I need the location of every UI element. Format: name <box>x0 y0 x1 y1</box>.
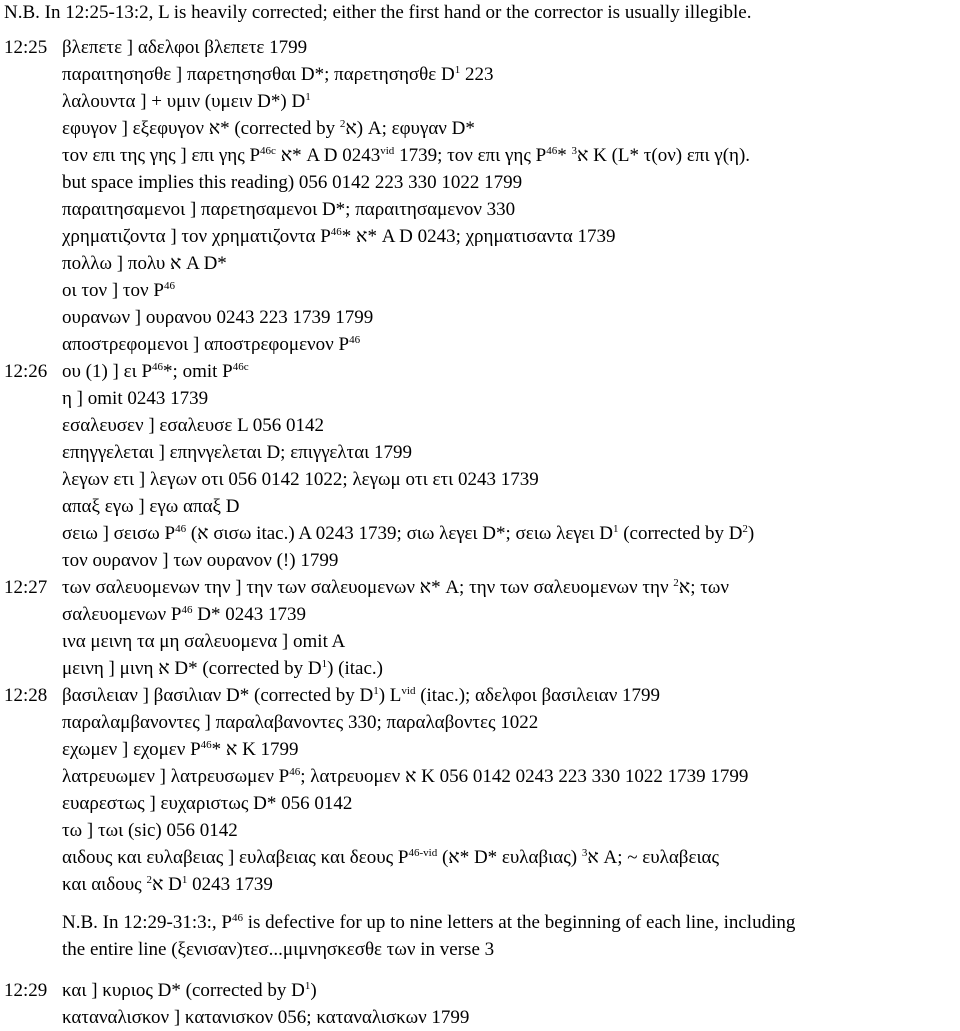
line-text <box>62 413 960 439</box>
apparatus-line <box>0 791 960 817</box>
apparatus-line <box>0 872 960 898</box>
text-segment: και ] κυριος D* (corrected by D <box>62 980 305 1001</box>
verse-line-12-29 <box>0 978 960 1004</box>
line-text <box>62 602 960 628</box>
text-segment: ) <box>310 980 317 1001</box>
apparatus-line <box>0 937 960 963</box>
apparatus-line <box>0 845 960 871</box>
text-segment: χρηματιζοντα ] τον χρηματιζοντα P <box>62 226 331 247</box>
text-segment: καταναλισκον ] κατανισκον 056; καταναλισκων 1799 <box>62 1007 470 1028</box>
apparatus-line <box>0 440 960 466</box>
text-segment: βλεπετε ] αδελφοι βλεπετε 1799 <box>62 37 308 58</box>
apparatus-line <box>0 467 960 493</box>
line-text <box>62 359 960 385</box>
text-segment: ; των <box>690 577 729 598</box>
apparatus-line <box>0 89 960 115</box>
text-segment: D* 0243 1739 <box>192 604 306 625</box>
text-segment: ) A; εφυγαν D* <box>356 118 475 139</box>
superscript-siglum: 46 <box>175 523 187 535</box>
apparatus-line <box>0 413 960 439</box>
text-segment: (א* D* ευλαβιας) א <box>437 847 599 868</box>
text-segment: the entire line (ξενισαν)τεσ...μιμνησκεσθε των in verse 3 <box>62 939 495 960</box>
line-text <box>62 305 960 331</box>
text-segment: א* A D 0243 <box>275 145 381 166</box>
line-text <box>62 978 960 1004</box>
verse-reference: 12:29 <box>4 980 48 1001</box>
superscript-siglum: 2 <box>673 577 679 589</box>
superscript-siglum: 2 <box>339 118 346 130</box>
text-segment: μεινη ] μινη א D* (corrected by D <box>62 658 322 679</box>
apparatus-line <box>0 0 960 26</box>
text-segment: λατρευωμεν ] λατρευσωμεν P <box>62 766 290 787</box>
line-text <box>62 170 960 196</box>
text-segment: αποστρεφομενοι ] αποστρεφομενον P <box>62 334 350 355</box>
line-text <box>62 494 960 520</box>
line-text <box>4 0 960 26</box>
line-text <box>62 224 960 250</box>
line-text <box>62 332 960 358</box>
apparatus-line <box>0 818 960 844</box>
apparatus-line <box>0 143 960 169</box>
text-segment: ) (itac.) <box>327 658 383 679</box>
line-text <box>62 278 960 304</box>
text-segment: 0243 1739 <box>187 874 273 895</box>
apparatus-line <box>0 224 960 250</box>
text-segment: ου (1) ] ει P <box>62 361 153 382</box>
apparatus-line <box>0 251 960 277</box>
apparatus-line <box>0 629 960 655</box>
superscript-siglum: vid <box>380 145 395 157</box>
apparatus-line <box>0 910 960 936</box>
text-segment: εχωμεν ] εχομεν P <box>62 739 201 760</box>
apparatus-line <box>0 1005 960 1031</box>
apparatus-line <box>0 548 960 574</box>
text-segment: ) <box>747 523 755 544</box>
apparatus-line <box>0 764 960 790</box>
apparatus-line <box>0 521 960 547</box>
line-text <box>62 440 960 466</box>
text-segment: is defective for up to nine letters at the beginning of each line, including <box>242 912 796 933</box>
text-segment: N.B. In 12:29-31:3:, P <box>62 912 232 933</box>
text-segment: * א <box>557 145 589 166</box>
apparatus-line <box>0 386 960 412</box>
text-segment: A; ~ ευλαβειας <box>598 847 720 868</box>
text-segment: *; omit P <box>163 361 233 382</box>
verse-line-12-27 <box>0 575 960 601</box>
apparatus-line <box>0 116 960 142</box>
verse-reference: 12:25 <box>4 37 48 58</box>
verse-line-12-28 <box>0 683 960 709</box>
text-segment: η ] omit 0243 1739 <box>62 388 209 409</box>
line-text <box>62 910 960 936</box>
superscript-siglum: 2 <box>146 874 152 886</box>
text-segment: ευαρεστως ] ευχαριστως D* 056 0142 <box>62 793 353 814</box>
text-segment: (corrected by D <box>618 523 743 544</box>
text-segment: οι τον ] τον P <box>62 280 164 301</box>
line-text <box>62 872 960 898</box>
superscript-siglum: 2 <box>742 523 748 535</box>
text-segment: 1739; τον επι γης P <box>394 145 547 166</box>
text-segment: παραλαμβανοντες ] παραλαβανοντες 330; παραλαβοντες 1022 <box>62 712 539 733</box>
line-text <box>62 116 960 142</box>
line-text <box>62 143 960 169</box>
apparatus-line <box>0 197 960 223</box>
text-segment: εφυγον ] εξεφυγον א* (corrected by א <box>62 118 357 139</box>
text-segment: * א K 1799 <box>211 739 299 760</box>
text-segment: πολλω ] πολυ א A D* <box>62 253 227 274</box>
line-text <box>62 764 960 790</box>
line-text <box>62 548 960 574</box>
superscript-siglum: 46c <box>232 361 249 373</box>
superscript-siglum: 1 <box>612 523 619 535</box>
text-segment: ινα μεινη τα μη σαλευομενα ] omit A <box>62 631 346 652</box>
text-segment: ; λατρευομεν א K 056 0142 0243 223 330 1022 1739 1799 <box>300 766 749 787</box>
apparatus-line <box>0 170 960 196</box>
superscript-siglum: 1 <box>305 91 311 103</box>
line-text <box>62 575 960 601</box>
verse-reference: 12:27 <box>4 577 48 598</box>
text-segment: και αιδους א <box>62 874 164 895</box>
apparatus-line <box>0 278 960 304</box>
superscript-siglum: 3 <box>581 847 588 859</box>
apparatus-line <box>0 494 960 520</box>
superscript-siglum: 1 <box>373 685 379 697</box>
superscript-siglum: 1 <box>454 64 461 76</box>
superscript-siglum: 46 <box>200 739 212 751</box>
superscript-siglum: 46 <box>181 604 193 616</box>
superscript-siglum: 1 <box>181 874 188 886</box>
line-text <box>62 197 960 223</box>
text-segment: D <box>163 874 182 895</box>
text-segment: σαλευομενων P <box>62 604 182 625</box>
line-text <box>62 629 960 655</box>
text-segment: N.B. In 12:25-13:2, L is heavily corrected; either the first hand or the corrector is usually illegible. <box>4 2 752 23</box>
superscript-siglum: 46c <box>260 145 276 157</box>
line-text <box>62 737 960 763</box>
superscript-siglum: 46 <box>349 334 361 346</box>
text-segment: ) L <box>378 685 402 706</box>
text-segment: τον ουρανον ] των ουρανον (!) 1799 <box>62 550 339 571</box>
apparatus-line <box>0 656 960 682</box>
text-segment: ουρανων ] ουρανου 0243 223 1739 1799 <box>62 307 374 328</box>
apparatus-line <box>0 710 960 736</box>
line-text <box>62 845 960 871</box>
verse-reference: 12:26 <box>4 361 48 382</box>
line-text <box>62 1005 960 1031</box>
text-segment: βασιλειαν ] βασιλιαν D* (corrected by D <box>62 685 374 706</box>
text-segment: σειω ] σεισω P <box>62 523 176 544</box>
line-text <box>62 521 960 547</box>
superscript-siglum: vid <box>401 685 416 697</box>
text-segment: λαλουντα ] + υμιν (υμειν D*) D <box>62 91 306 112</box>
verse-line-12-25 <box>0 35 960 61</box>
line-text <box>62 62 960 88</box>
text-segment: τω ] τωι (sic) 056 0142 <box>62 820 238 841</box>
text-segment: αιδους και ευλαβειας ] ευλαβειας και δεους P <box>62 847 409 868</box>
text-segment: παραιτησαμενοι ] παρετησαμενοι D*; παραιτησαμενον 330 <box>62 199 516 220</box>
line-text <box>62 710 960 736</box>
apparatus-line <box>0 602 960 628</box>
text-segment: (itac.); αδελφοι βασιλειαν 1799 <box>415 685 661 706</box>
line-text <box>62 467 960 493</box>
apparatus-line <box>0 737 960 763</box>
text-segment: επηγγελεται ] επηνγελεται D; επιγγελται 1799 <box>62 442 413 463</box>
apparatus-line <box>0 332 960 358</box>
text-segment: 223 <box>460 64 494 85</box>
text-segment: παραιτησησθε ] παρετησησθαι D*; παρετησησθε D <box>62 64 455 85</box>
superscript-siglum: 46 <box>152 361 164 373</box>
text-segment: εσαλευσεν ] εσαλευσε L 056 0142 <box>62 415 325 436</box>
text-segment: K (L* τ(ον) επι γ(η). <box>588 145 751 166</box>
line-text <box>62 656 960 682</box>
line-text <box>62 35 960 61</box>
text-segment: απαξ εγω ] εγω απαξ D <box>62 496 240 517</box>
superscript-siglum: 1 <box>304 980 311 992</box>
superscript-siglum: 46 <box>330 226 342 238</box>
line-text <box>62 937 960 963</box>
verse-line-12-26 <box>0 359 960 385</box>
verse-reference: 12:28 <box>4 685 48 706</box>
line-text <box>62 683 960 709</box>
superscript-siglum: 46 <box>546 145 558 157</box>
line-text <box>62 791 960 817</box>
superscript-siglum: 46 <box>289 766 301 778</box>
line-text <box>62 818 960 844</box>
text-segment: (א σισω itac.) A 0243 1739; σιω λεγει D*; σειω λεγει D <box>186 523 613 544</box>
line-text <box>62 251 960 277</box>
superscript-siglum: 1 <box>321 658 328 670</box>
superscript-siglum: 46-vid <box>408 847 438 859</box>
line-text <box>62 386 960 412</box>
apparatus-line <box>0 62 960 88</box>
superscript-siglum: 46 <box>231 912 243 924</box>
text-segment: τον επι της γης ] επι γης P <box>62 145 261 166</box>
text-segment: but space implies this reading) 056 0142 223 330 1022 1799 <box>62 172 523 193</box>
superscript-siglum: 46 <box>163 280 175 292</box>
superscript-siglum: 3 <box>571 145 577 157</box>
text-segment: λεγων ετι ] λεγων οτι 056 0142 1022; λεγωμ οτι ετι 0243 1739 <box>62 469 539 490</box>
text-segment: των σαλευομενων την ] την των σαλευομενων א* A; την των σαλευομενων την א <box>62 577 691 598</box>
line-text <box>62 89 960 115</box>
text-segment: * א* A D 0243; χρηματισαντα 1739 <box>341 226 616 247</box>
apparatus-line <box>0 305 960 331</box>
